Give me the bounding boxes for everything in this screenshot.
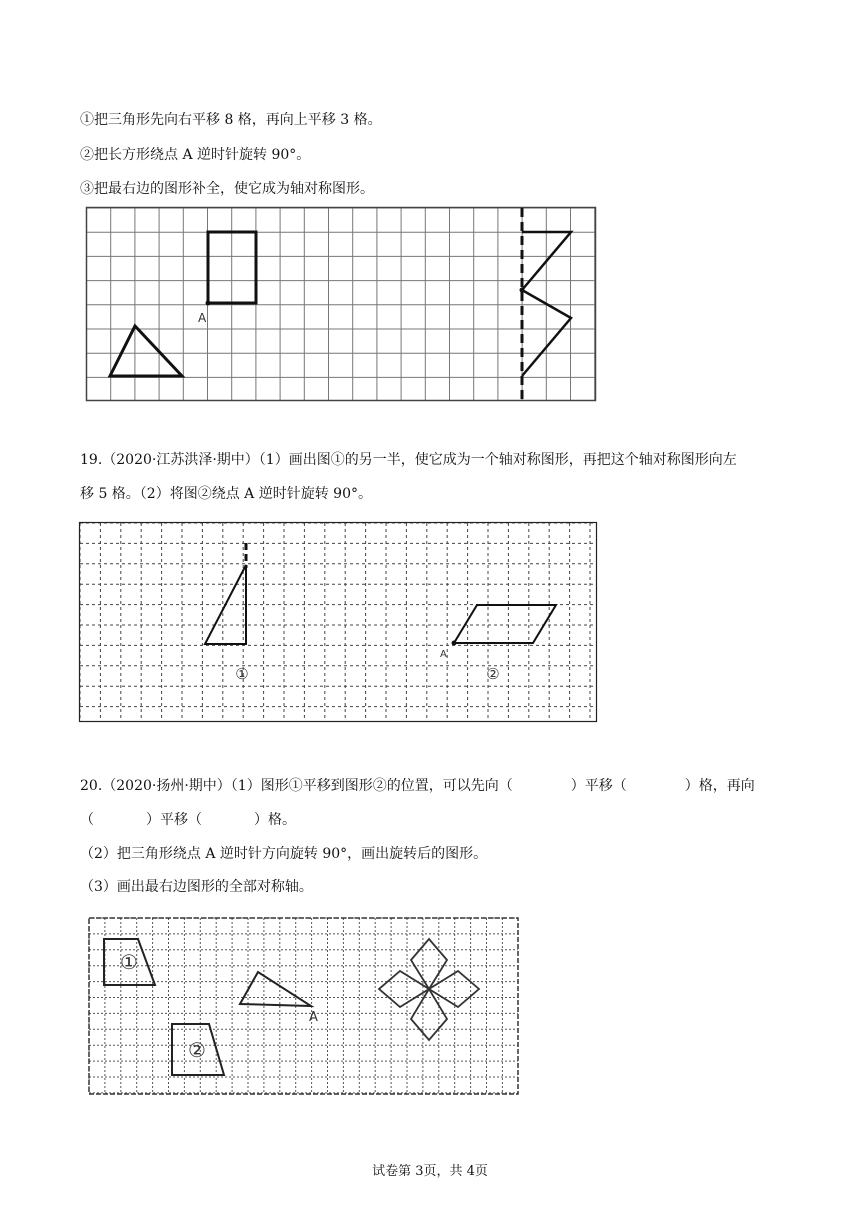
q19-grid-figure [76, 519, 600, 725]
q19-label-2: ② [486, 665, 500, 683]
page-footer: 试卷第 3页，共 4页 [372, 1164, 488, 1179]
q20-flower-shape [379, 939, 479, 1040]
q20-label-a: A [309, 1010, 318, 1025]
q19-half-triangle [205, 565, 246, 644]
q20-line2-part-c: ）格。 [254, 812, 296, 828]
q20-instruction-4: （3）画出最右边图形的全部对称轴。 [80, 879, 313, 895]
q20-label-1: ① [120, 950, 138, 974]
q18-instruction-3: ③把最右边的图形补全，使它成为轴对称图形。 [80, 181, 374, 197]
q20-line1-part-c: ）格，再向 [684, 778, 755, 794]
q20-triangle [240, 972, 311, 1006]
q20-instruction-1 [80, 776, 755, 796]
q20-instruction-2 [80, 810, 296, 830]
q19-instruction-2: 移 5 格。（2）将图②绕点 A 逆时针旋转 90°。 [80, 486, 372, 502]
q18-point-a [206, 301, 211, 306]
q20-line1-part-b: ）平移（ [570, 778, 627, 794]
q18-instruction-1: ①把三角形先向右平移 8 格，再向上平移 3 格。 [80, 112, 382, 128]
q19-point-a [452, 641, 457, 646]
q18-instruction-2: ②把长方形绕点 A 逆时针旋转 90°。 [80, 147, 311, 163]
q19-parallelogram [454, 605, 556, 643]
q20-label-2: ② [188, 1038, 206, 1062]
q20-instruction-3: （2）把三角形绕点 A 逆时针方向旋转 90°，画出旋转后的图形。 [80, 846, 488, 862]
q19-instruction-1: 19.（2020·江苏洪泽·期中）（1）画出图①的另一半，使它成为一个轴对称图形，再把这个轴对称图形向左 [80, 452, 737, 468]
q20-line1-part-a: 20.（2020·扬州·期中）（1）图形①平移到图形②的位置，可以先向（ [80, 778, 513, 794]
q19-label-1: ① [235, 665, 249, 683]
q19-label-a: A [440, 649, 447, 660]
q20-grid-figure [86, 914, 522, 1098]
q18-triangle [110, 326, 182, 376]
q18-label-a: A [198, 311, 207, 325]
q20-line2-part-a: （ [80, 812, 94, 828]
q20-line2-part-b: ）平移（ [146, 812, 202, 828]
q18-grid-figure [84, 203, 598, 403]
